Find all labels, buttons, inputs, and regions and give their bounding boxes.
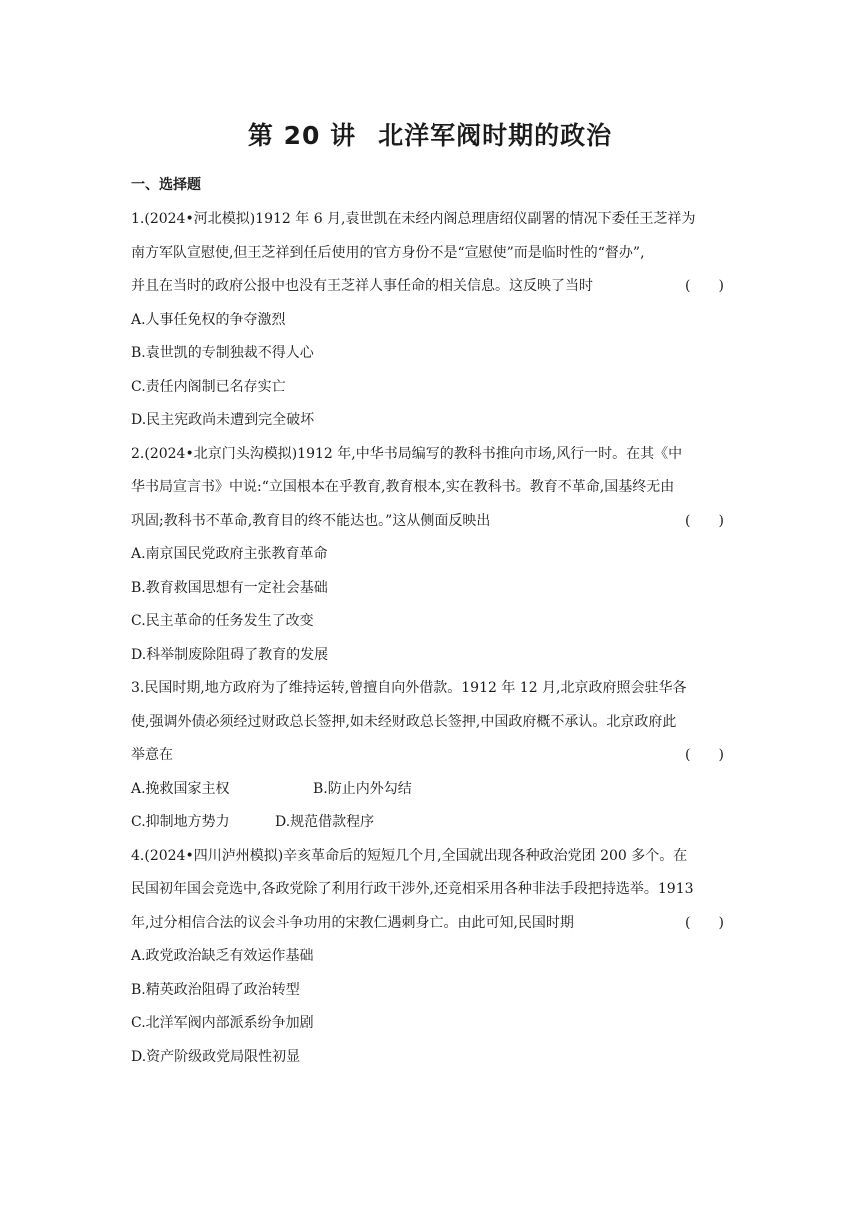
answer-blank: ( ): [685, 278, 724, 294]
question-1: [131, 203, 729, 438]
option-b: B.精英政治阻碍了政治转型: [131, 981, 300, 998]
stem-line: 南方军队宣慰使,但王芝祥到任后使用的官方身份不是“宣慰使”而是临时性的“督办”,: [131, 244, 645, 261]
stem-line: 华书局宣言书》中说:“立国根本在乎教育,教育根本,实在教科书。教育不革命,国基终无由: [131, 479, 675, 495]
stem-line: 巩固;教科书不革命,教育目的终不能达也。”这从侧面反映出: [131, 512, 491, 529]
option-d: D.民主宪政尚未遭到完全破坏: [131, 412, 315, 428]
option-d: D.规范借款程序: [275, 814, 375, 830]
stem-line: 年,过分相信合法的议会斗争功用的宋教仁遇刺身亡。由此可知,民国时期: [131, 914, 574, 931]
option-c: C.北洋军阀内部派系纷争加剧: [131, 1015, 314, 1031]
stem-line: 3.民国时期,地方政府为了维持运转,曾擅自向外借款。1912 年 12 月,北京政府照会驻华各: [131, 680, 687, 696]
option-d: D.科举制废除阻碍了教育的发展: [131, 646, 329, 663]
answer-blank: ( ): [685, 914, 724, 931]
stem-line: 4.(2024•四川泸州模拟)辛亥革命后的短短几个月,全国就出现各种政治党团 200 多个。在: [131, 847, 688, 864]
answer-blank: ( ): [685, 747, 724, 763]
option-a: A.南京国民党政府主张教育革命: [131, 546, 328, 562]
question-3: [131, 672, 729, 840]
lecture-topic: 北洋军阀时期的政治: [378, 121, 613, 150]
question-stem: [131, 672, 729, 773]
option-a: A.政党政治缺乏有效运作基础: [131, 948, 314, 964]
stem-line: 使,强调外债必须经过财政总长签押,如未经财政总长签押,中国政府概不承认。北京政府此: [131, 713, 677, 730]
question-stem: [131, 438, 729, 539]
stem-line: 民国初年国会竞选中,各政党除了利用行政干涉外,还竞相采用各种非法手段把持选举。1913: [131, 881, 694, 897]
question-stem: [131, 203, 729, 304]
option-row: [131, 773, 729, 807]
option-c: C.民主革命的任务发生了改变: [131, 613, 314, 629]
option-row: [131, 806, 729, 840]
question-2: [131, 438, 729, 673]
option-c: C.抑制地方势力: [131, 814, 230, 830]
answer-blank: ( ): [685, 512, 724, 529]
option-a: A.人事任免权的争夺激烈: [131, 311, 286, 328]
stem-line: 举意在: [131, 747, 173, 763]
option-b: B.教育救国思想有一定社会基础: [131, 579, 328, 596]
question-list: [131, 203, 729, 1074]
option-c: C.责任内阁制已名存实亡: [131, 378, 286, 395]
option-b: B.防止内外勾结: [313, 780, 412, 797]
option-a: A.挽救国家主权: [131, 780, 230, 797]
question-stem: [131, 840, 729, 941]
lecture-number: 第 20 讲: [247, 121, 357, 150]
stem-line: 并且在当时的政府公报中也没有王芝祥人事任命的相关信息。这反映了当时: [131, 278, 593, 294]
option-b: B.袁世凯的专制独裁不得人心: [131, 345, 314, 361]
stem-line: 1.(2024•河北模拟)1912 年 6 月,袁世凯在未经内阁总理唐绍仪副署的情况下委任王芝祥为: [131, 211, 696, 227]
stem-line: 2.(2024•北京门头沟模拟)1912 年,中华书局编写的教科书推向市场,风行一时。在其《中: [131, 445, 683, 462]
question-4: [131, 840, 729, 1075]
section-heading: 一、选择题: [131, 177, 201, 193]
option-d: D.资产阶级政党局限性初显: [131, 1048, 301, 1065]
page-title: [0, 118, 860, 154]
